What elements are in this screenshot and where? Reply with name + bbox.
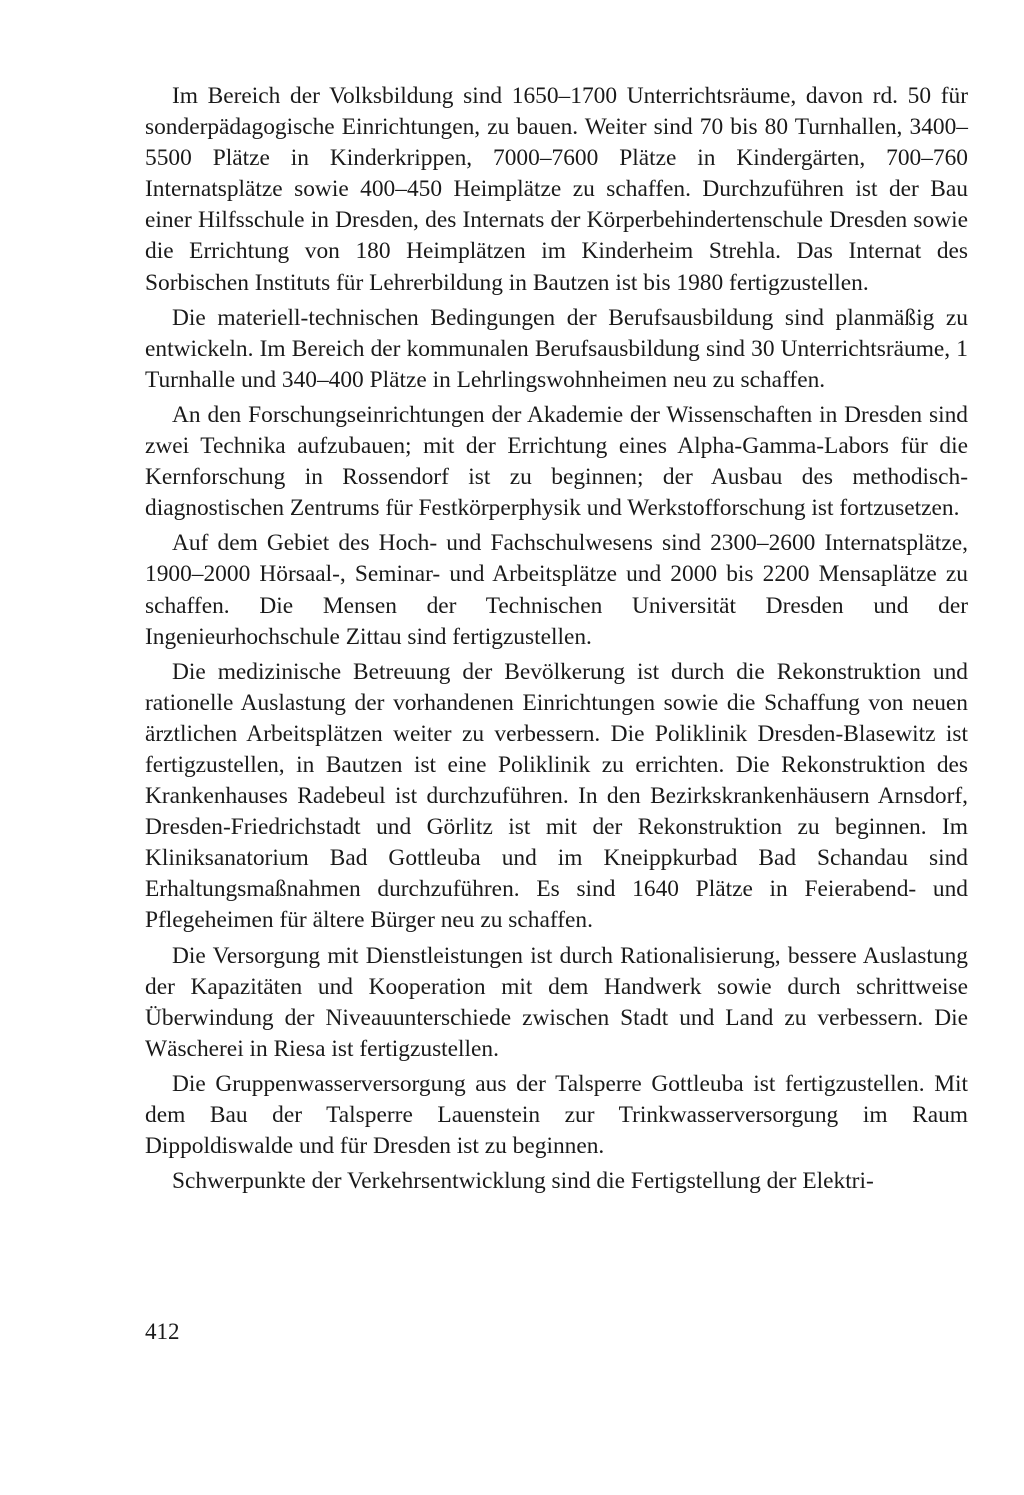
body-text	[145, 81, 968, 1201]
paragraph-berufsausbildung: Die materiell-technischen Bedingungen der Berufsausbildung sind planmäßig zu entwickeln. Im Bereich der kommunalen Berufsausbildung sind 30 Unterrichtsräume, 1 Turnhalle und 340–400 Plätze in Lehrlingswohnheimen neu zu schaffen.	[145, 304, 968, 393]
paragraph-medizinische-betreuung: Die medizinische Betreuung der Bevölkerung ist durch die Rekonstruktion und rationelle Auslastung der vorhandenen Einrichtungen sowie die Schaffung von neuen ärztlichen Arbeitsplätzen weiter zu verbessern. Die Poliklinik Dresden-Blasewitz ist fertigzustellen, in Bautzen ist eine Poliklinik zu errichten. Die Rekonstruktion des Krankenhauses Radebeul ist durchzuführen. In den Bezirkskrankenhäusern Arnsdorf, Dresden-Friedrichstadt und Görlitz ist mit der Rekonstruktion zu beginnen. Im Kliniksanatorium Bad Gottleuba und im Kneippkurbad Bad Schandau sind Erhaltungsmaßnahmen durchzuführen. Es sind 1640 Plätze in Feierabend- und Pflegeheimen für ältere Bürger neu zu schaffen.	[145, 658, 968, 934]
paragraph-hochschulwesen: Auf dem Gebiet des Hoch- und Fachschulwesens sind 2300–2600 Internatsplätze, 1900–2000 Hörsaal-, Seminar- und Arbeitsplätze und 2000 bis 2200 Mensaplätze zu schaffen. Die Mensen der Technischen Universität Dresden und der Ingenieurhochschule Zittau sind fertigzustellen.	[145, 530, 968, 650]
paragraph-wasserversorgung: Die Gruppenwasserversorgung aus der Talsperre Gottleuba ist fertigzustellen. Mit dem Bau der Talsperre Lauenstein zur Trinkwasserversorgung im Raum Dippoldiswalde und für Dresden ist zu beginnen.	[145, 1070, 968, 1160]
paragraph-dienstleistungen: Die Versorgung mit Dienstleistungen ist durch Rationalisierung, bessere Auslastung der Kapazitäten und Kooperation mit dem Handwerk sowie durch schrittweise Überwindung der Niveauunterschiede zwischen Stadt und Land zu verbessern. Die Wäscherei in Riesa ist fertigzustellen.	[145, 942, 968, 1062]
page-number: 412	[145, 1319, 180, 1344]
paragraph-forschung: An den Forschungseinrichtungen der Akademie der Wissenschaften in Dresden sind zwei Technika aufzubauen; mit der Errichtung eines Alpha-Gamma-Labors für die Kernforschung in Rossendorf ist zu beginnen; der Ausbau des methodisch-diagnostischen Zentrums für Festkörperphysik und Werkstofforschung ist fortzusetzen.	[145, 401, 968, 522]
paragraph-verkehrsentwicklung: Schwerpunkte der Verkehrsentwicklung sind die Fertigstellung der Elektri-	[172, 1168, 874, 1195]
paragraph-volksbildung: Im Bereich der Volksbildung sind 1650–1700 Unterrichtsräume, davon rd. 50 für sonderpädagogische Einrichtungen, zu bauen. Weiter sind 70 bis 80 Turnhallen, 3400–5500 Plätze in Kinderkrippen, 7000–7600 Plätze in Kindergärten, 700–760 Internatsplätze sowie 400–450 Heimplätze zu schaffen. Durchzuführen ist der Bau einer Hilfsschule in Dresden, des Internats der Körperbehindertenschule Dresden sowie die Errichtung von 180 Heimplätzen im Kinderheim Strehla. Das Internat des Sorbischen Instituts für Lehrerbildung in Bautzen ist bis 1980 fertigzustellen.	[145, 83, 968, 296]
